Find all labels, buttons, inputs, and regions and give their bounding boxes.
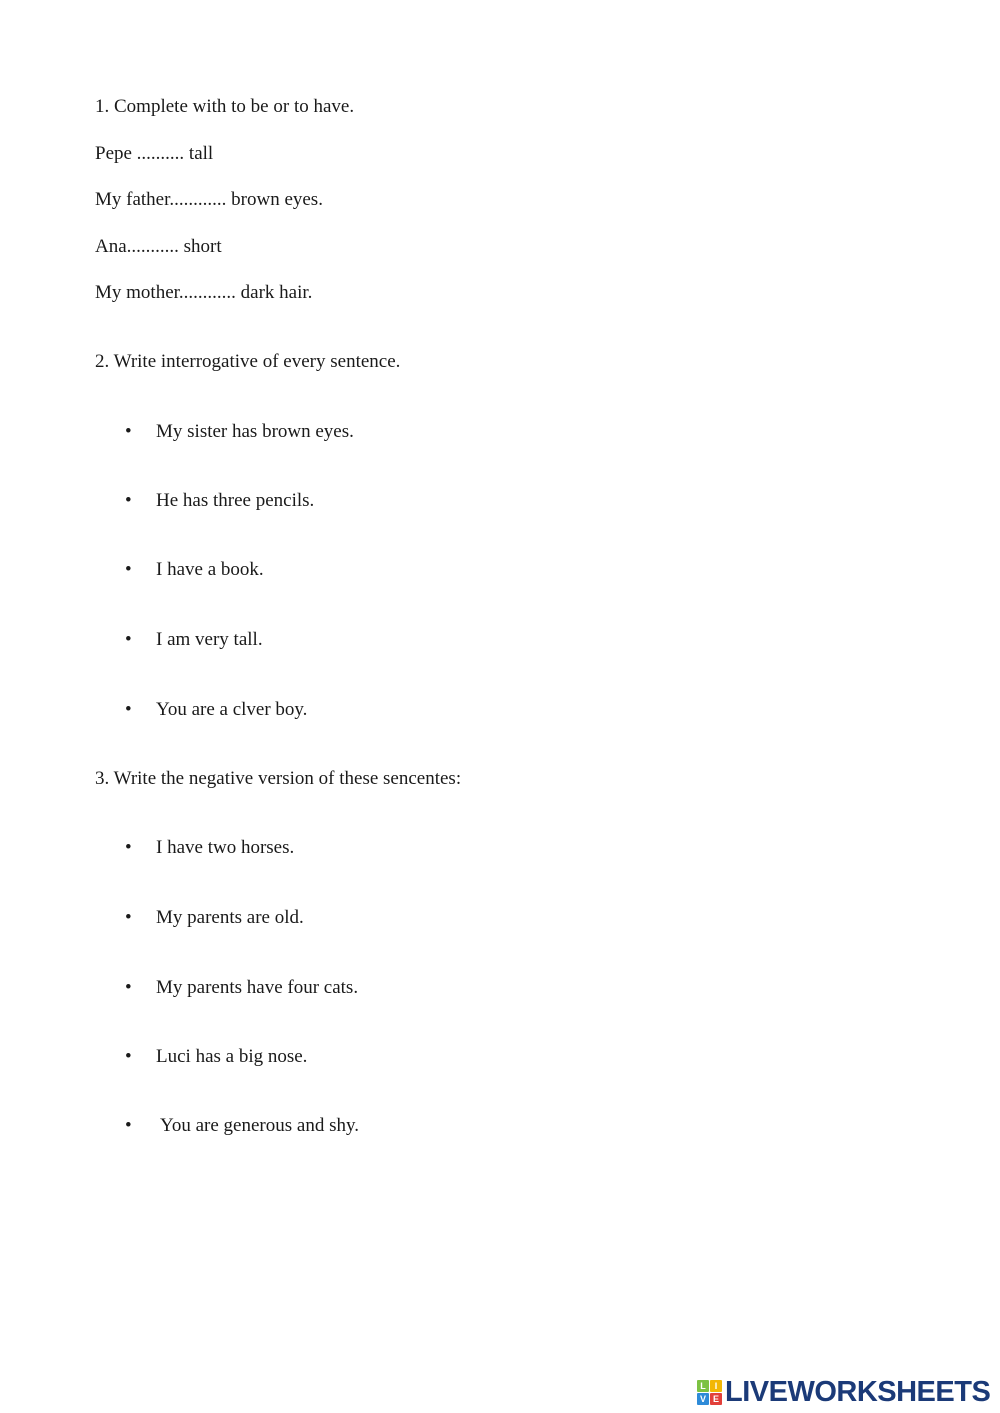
section-3-heading: 3. Write the negative version of these sencentes:	[95, 768, 462, 789]
sentence-text: He has three pencils.	[156, 490, 315, 511]
bullet-icon: •	[125, 699, 132, 720]
fill-in-line-1: Pepe .......... tall	[95, 143, 214, 164]
liveworksheets-logo	[697, 1378, 990, 1406]
bullet-icon: •	[125, 837, 132, 858]
bullet-icon: •	[125, 1046, 132, 1067]
bullet-icon: •	[125, 490, 132, 511]
section-1-heading: 1. Complete with to be or to have.	[95, 96, 355, 117]
logo-letter-l: L	[697, 1380, 709, 1392]
fill-in-line-2: My father............ brown eyes.	[95, 189, 323, 210]
sentence-text: My parents have four cats.	[156, 977, 359, 998]
sentence-text: I have a book.	[156, 559, 264, 580]
bullet-icon: •	[125, 907, 132, 928]
bullet-icon: •	[125, 421, 132, 442]
logo-mark-icon	[697, 1380, 722, 1405]
sentence-text: You are a clver boy.	[156, 699, 308, 720]
sentence-text: I have two horses.	[156, 837, 295, 858]
logo-letter-i: I	[710, 1380, 722, 1392]
logo-letter-e: E	[710, 1393, 722, 1405]
sentence-text: My sister has brown eyes.	[156, 421, 354, 442]
bullet-icon: •	[125, 977, 132, 998]
bullet-icon: •	[125, 629, 132, 650]
sentence-text: You are generous and shy.	[156, 1115, 359, 1136]
bullet-icon: •	[125, 1115, 132, 1136]
section-2-heading: 2. Write interrogative of every sentence.	[95, 351, 401, 372]
bullet-icon: •	[125, 559, 132, 580]
sentence-text: Luci has a big nose.	[156, 1046, 308, 1067]
logo-wordmark: LIVEWORKSHEETS	[725, 1376, 991, 1408]
logo-letter-v: V	[697, 1393, 709, 1405]
sentence-text: My parents are old.	[156, 907, 304, 928]
fill-in-line-4: My mother............ dark hair.	[95, 282, 313, 303]
sentence-text: I am very tall.	[156, 629, 263, 650]
fill-in-line-3: Ana........... short	[95, 236, 222, 257]
